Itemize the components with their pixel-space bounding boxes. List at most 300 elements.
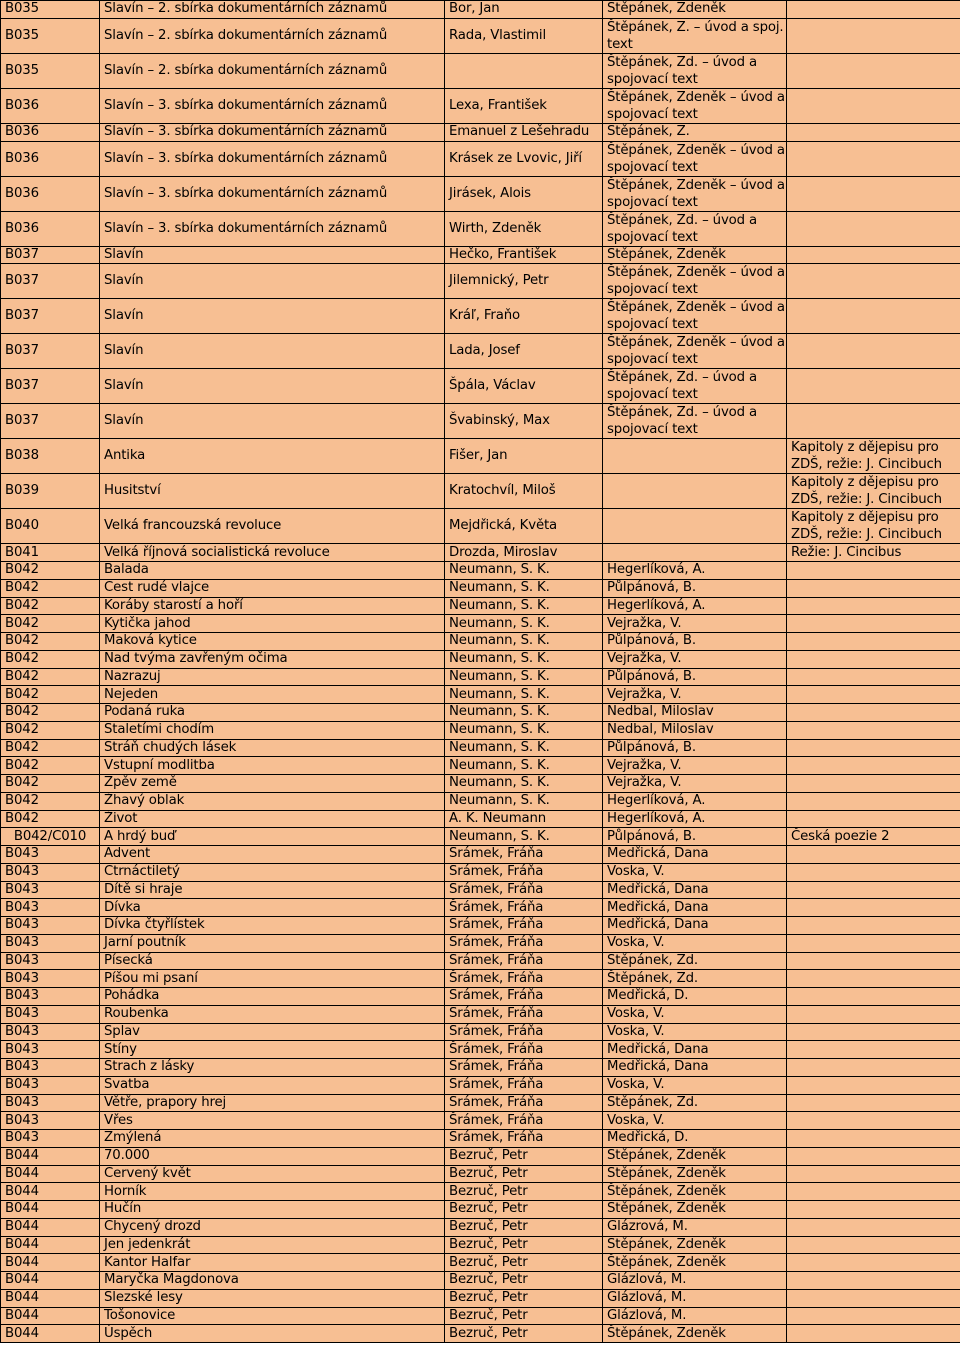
record-performer: Medřická, D.	[603, 988, 787, 1006]
table-row	[1, 123, 960, 141]
table-row	[1, 88, 960, 123]
table-row	[1, 334, 960, 369]
record-author: Emanuel z Lešehradu	[445, 123, 603, 141]
record-performer: Vejražka, V.	[603, 775, 787, 793]
record-author: Šrámek, Fráňa	[445, 934, 603, 952]
table-row	[1, 1059, 960, 1077]
record-note	[787, 846, 960, 864]
record-performer: Půlpánová, B.	[603, 579, 787, 597]
record-title: Slavín – 3. sbírka dokumentárních záznamů	[100, 88, 445, 123]
record-note	[787, 934, 960, 952]
table-row	[1, 562, 960, 580]
record-note	[787, 404, 960, 439]
table-row	[1, 579, 960, 597]
record-performer: Vejražka, V.	[603, 686, 787, 704]
record-title: Žhavý oblak	[100, 792, 445, 810]
record-author: Bor, Jan	[445, 1, 603, 19]
table-row	[1, 846, 960, 864]
record-author	[445, 53, 603, 88]
table-row	[1, 18, 960, 53]
record-performer: Voska, V.	[603, 1076, 787, 1094]
record-title: Hučín	[100, 1201, 445, 1219]
record-title: Slavín	[100, 246, 445, 264]
record-code: B037	[1, 299, 100, 334]
record-note	[787, 1, 960, 19]
record-author: Rada, Vlastimil	[445, 18, 603, 53]
record-code: B036	[1, 211, 100, 246]
table-row	[1, 597, 960, 615]
record-code: B037	[1, 369, 100, 404]
record-note	[787, 1183, 960, 1201]
record-note	[787, 1005, 960, 1023]
record-code: B043	[1, 1094, 100, 1112]
record-author: Bezruč, Petr	[445, 1236, 603, 1254]
record-note	[787, 597, 960, 615]
record-note	[787, 264, 960, 299]
record-note	[787, 615, 960, 633]
table-row	[1, 474, 960, 509]
record-title: Vstupní modlitba	[100, 757, 445, 775]
record-performer: Štěpánek, Zd. – úvod a spojovací text	[603, 211, 787, 246]
record-performer: Půlpánová, B.	[603, 668, 787, 686]
record-author: A. K. Neumann	[445, 810, 603, 828]
table-row	[1, 810, 960, 828]
record-code: B044	[1, 1147, 100, 1165]
record-author: Bezruč, Petr	[445, 1289, 603, 1307]
table-row	[1, 899, 960, 917]
record-author: Neumann, S. K.	[445, 739, 603, 757]
record-performer: Vejražka, V.	[603, 757, 787, 775]
table-row	[1, 633, 960, 651]
record-author: Neumann, S. K.	[445, 633, 603, 651]
record-title: Velká říjnová socialistická revoluce	[100, 544, 445, 562]
record-note	[787, 970, 960, 988]
table-row	[1, 952, 960, 970]
record-title: Kytička jahod	[100, 615, 445, 633]
record-author: Neumann, S. K.	[445, 721, 603, 739]
record-code: B037	[1, 404, 100, 439]
record-code: B044	[1, 1218, 100, 1236]
record-title: Slavín – 3. sbírka dokumentárních záznamů	[100, 123, 445, 141]
record-code: B041	[1, 544, 100, 562]
record-title: Slavín	[100, 334, 445, 369]
record-title: Zpěv země	[100, 775, 445, 793]
record-title: Slavín – 2. sbírka dokumentárních záznamů	[100, 53, 445, 88]
table-row	[1, 775, 960, 793]
record-author: Bezruč, Petr	[445, 1254, 603, 1272]
record-code: B043	[1, 988, 100, 1006]
record-code: B042/C010	[1, 828, 100, 846]
record-note	[787, 299, 960, 334]
record-note	[787, 757, 960, 775]
record-code: B038	[1, 439, 100, 474]
record-code: B036	[1, 176, 100, 211]
record-performer: Štěpánek, Zdeněk – úvod a spojovací text	[603, 299, 787, 334]
record-author: Šrámek, Fráňa	[445, 846, 603, 864]
record-author: Šrámek, Fráňa	[445, 952, 603, 970]
table-row	[1, 509, 960, 544]
record-title: Dívka čtyřlístek	[100, 917, 445, 935]
record-performer: Štěpánek, Zd. – úvod a spojovací text	[603, 53, 787, 88]
table-row	[1, 1112, 960, 1130]
table-row	[1, 1183, 960, 1201]
table-row	[1, 739, 960, 757]
record-code: B043	[1, 970, 100, 988]
record-author: Hečko, František	[445, 246, 603, 264]
record-code: B042	[1, 562, 100, 580]
record-author: Šrámek, Fráňa	[445, 1094, 603, 1112]
record-performer: Štěpánek, Zdeněk – úvod a spojovací text	[603, 176, 787, 211]
record-note	[787, 88, 960, 123]
record-performer: Štěpánek, Zdeněk – úvod a spojovací text	[603, 141, 787, 176]
record-title: Nad tvýma zavřeným očima	[100, 650, 445, 668]
record-title: Slavín	[100, 404, 445, 439]
record-note	[787, 1289, 960, 1307]
record-performer: Nedbal, Miloslav	[603, 721, 787, 739]
record-title: Strach z lásky	[100, 1059, 445, 1077]
table-row	[1, 934, 960, 952]
record-code: B039	[1, 474, 100, 509]
record-author: Šrámek, Fráňa	[445, 899, 603, 917]
table-row	[1, 615, 960, 633]
record-title: Stráň chudých lásek	[100, 739, 445, 757]
record-author: Šrámek, Fráňa	[445, 1059, 603, 1077]
record-performer: Voska, V.	[603, 863, 787, 881]
table-row	[1, 544, 960, 562]
table-row	[1, 721, 960, 739]
record-code: B043	[1, 952, 100, 970]
record-title: A hrdý buď	[100, 828, 445, 846]
record-title: Husitství	[100, 474, 445, 509]
record-title: Slavín – 2. sbírka dokumentárních záznamů	[100, 1, 445, 19]
record-author: Šrámek, Fráňa	[445, 863, 603, 881]
record-author: Lexa, František	[445, 88, 603, 123]
record-note	[787, 211, 960, 246]
record-note	[787, 1325, 960, 1343]
record-performer: Nedbal, Miloslav	[603, 704, 787, 722]
record-author: Neumann, S. K.	[445, 792, 603, 810]
table-row	[1, 1165, 960, 1183]
record-author: Bezruč, Petr	[445, 1165, 603, 1183]
table-row	[1, 1094, 960, 1112]
record-title: Slavín	[100, 299, 445, 334]
catalog-body	[1, 1, 960, 1343]
record-title: Roubenka	[100, 1005, 445, 1023]
table-row	[1, 369, 960, 404]
record-title: 70.000	[100, 1147, 445, 1165]
record-author: Špála, Václav	[445, 369, 603, 404]
record-note	[787, 721, 960, 739]
record-code: B043	[1, 846, 100, 864]
record-performer: Štěpánek, Zd.	[603, 970, 787, 988]
record-performer: Štěpánek, Zd.	[603, 1094, 787, 1112]
record-title: Čest rudé vlajce	[100, 579, 445, 597]
table-row	[1, 650, 960, 668]
record-note	[787, 899, 960, 917]
record-note	[787, 176, 960, 211]
record-performer: Hegerlíková, A.	[603, 810, 787, 828]
record-code: B042	[1, 757, 100, 775]
record-note	[787, 1130, 960, 1148]
record-performer	[603, 474, 787, 509]
record-title: Dítě si hraje	[100, 881, 445, 899]
record-author: Neumann, S. K.	[445, 615, 603, 633]
record-performer: Voska, V.	[603, 1023, 787, 1041]
record-author: Fišer, Jan	[445, 439, 603, 474]
record-author: Šrámek, Fráňa	[445, 1023, 603, 1041]
record-title: Jen jedenkrát	[100, 1236, 445, 1254]
record-performer	[603, 439, 787, 474]
record-title: Čtrnáctiletý	[100, 863, 445, 881]
record-note	[787, 881, 960, 899]
record-performer: Voska, V.	[603, 1005, 787, 1023]
record-author: Bezruč, Petr	[445, 1325, 603, 1343]
record-performer: Medřická, Dana	[603, 1041, 787, 1059]
record-performer: Štěpánek, Z.	[603, 123, 787, 141]
record-code: B035	[1, 18, 100, 53]
record-author: Šrámek, Fráňa	[445, 970, 603, 988]
record-performer: Štěpánek, Zdeněk	[603, 1165, 787, 1183]
record-performer: Půlpánová, B.	[603, 739, 787, 757]
record-note: Kapitoly z dějepisu pro ZDŠ, režie: J. Cincibuch	[787, 509, 960, 544]
record-code: B043	[1, 899, 100, 917]
table-row	[1, 211, 960, 246]
record-code: B044	[1, 1325, 100, 1343]
record-code: B042	[1, 650, 100, 668]
record-title: Velká francouzská revoluce	[100, 509, 445, 544]
record-title: Koráby starostí a hoří	[100, 597, 445, 615]
record-author: Drozda, Miroslav	[445, 544, 603, 562]
record-author: Neumann, S. K.	[445, 650, 603, 668]
table-row	[1, 1272, 960, 1290]
record-note	[787, 686, 960, 704]
record-title: Maryčka Magdonova	[100, 1272, 445, 1290]
record-title: Píšou mi psaní	[100, 970, 445, 988]
record-note	[787, 810, 960, 828]
record-title: Advent	[100, 846, 445, 864]
record-note	[787, 123, 960, 141]
record-author: Neumann, S. K.	[445, 704, 603, 722]
table-row	[1, 1307, 960, 1325]
record-code: B042	[1, 633, 100, 651]
record-note	[787, 952, 960, 970]
record-performer: Voska, V.	[603, 1112, 787, 1130]
record-performer: Štěpánek, Zdeněk	[603, 1325, 787, 1343]
record-performer: Medřická, D.	[603, 1130, 787, 1148]
table-row	[1, 299, 960, 334]
record-note	[787, 1236, 960, 1254]
record-title: Slavín – 3. sbírka dokumentárních záznamů	[100, 176, 445, 211]
record-title: Maková kytice	[100, 633, 445, 651]
record-note	[787, 369, 960, 404]
table-row	[1, 757, 960, 775]
record-author: Bezruč, Petr	[445, 1272, 603, 1290]
table-row	[1, 141, 960, 176]
table-row	[1, 828, 960, 846]
table-row	[1, 668, 960, 686]
record-title: Slavín	[100, 264, 445, 299]
record-author: Šrámek, Fráňa	[445, 1076, 603, 1094]
record-title: Dívka	[100, 899, 445, 917]
record-code: B043	[1, 917, 100, 935]
record-title: Horník	[100, 1183, 445, 1201]
record-performer: Medřická, Dana	[603, 1059, 787, 1077]
record-performer: Štěpánek, Zdeněk – úvod a spojovací text	[603, 264, 787, 299]
record-note	[787, 1307, 960, 1325]
record-title: Jarní poutník	[100, 934, 445, 952]
record-title: Slezské lesy	[100, 1289, 445, 1307]
record-author: Šrámek, Fráňa	[445, 1112, 603, 1130]
record-note	[787, 1094, 960, 1112]
record-code: B043	[1, 1005, 100, 1023]
record-performer: Půlpánová, B.	[603, 828, 787, 846]
record-code: B044	[1, 1183, 100, 1201]
record-note	[787, 1272, 960, 1290]
record-title: Slavín – 2. sbírka dokumentárních záznamů	[100, 18, 445, 53]
record-note	[787, 334, 960, 369]
record-code: B044	[1, 1272, 100, 1290]
record-author: Bezruč, Petr	[445, 1201, 603, 1219]
record-note	[787, 1254, 960, 1272]
record-note	[787, 141, 960, 176]
record-code: B036	[1, 141, 100, 176]
record-author: Šrámek, Fráňa	[445, 1041, 603, 1059]
table-row	[1, 1023, 960, 1041]
table-row	[1, 863, 960, 881]
record-performer: Půlpánová, B.	[603, 633, 787, 651]
table-row	[1, 1236, 960, 1254]
record-note	[787, 1201, 960, 1219]
record-note	[787, 53, 960, 88]
record-author: Wirth, Zdeněk	[445, 211, 603, 246]
record-title: Život	[100, 810, 445, 828]
record-title: Pohádka	[100, 988, 445, 1006]
record-author: Neumann, S. K.	[445, 828, 603, 846]
record-note	[787, 1165, 960, 1183]
record-note	[787, 775, 960, 793]
record-author: Bezruč, Petr	[445, 1218, 603, 1236]
table-row	[1, 1289, 960, 1307]
table-row	[1, 1254, 960, 1272]
record-performer: Medřická, Dana	[603, 899, 787, 917]
record-note	[787, 1041, 960, 1059]
record-code: B037	[1, 246, 100, 264]
table-row	[1, 881, 960, 899]
record-title: Slavín	[100, 369, 445, 404]
record-author: Šrámek, Fráňa	[445, 881, 603, 899]
record-performer: Hegerlíková, A.	[603, 562, 787, 580]
record-title: Větře, prapory hrej	[100, 1094, 445, 1112]
record-note	[787, 668, 960, 686]
record-author: Mejdřická, Květa	[445, 509, 603, 544]
record-code: B044	[1, 1289, 100, 1307]
record-note	[787, 988, 960, 1006]
record-author: Šrámek, Fráňa	[445, 917, 603, 935]
record-note	[787, 1076, 960, 1094]
record-author: Neumann, S. K.	[445, 757, 603, 775]
record-note	[787, 18, 960, 53]
table-row	[1, 176, 960, 211]
record-author: Kráľ, Fraňo	[445, 299, 603, 334]
table-row	[1, 988, 960, 1006]
record-code: B044	[1, 1254, 100, 1272]
record-title: Písecká	[100, 952, 445, 970]
record-performer: Hegerlíková, A.	[603, 597, 787, 615]
record-performer: Glázlová, M.	[603, 1272, 787, 1290]
record-title: Staletími chodím	[100, 721, 445, 739]
record-performer: Štěpánek, Zdeněk	[603, 1201, 787, 1219]
record-author: Bezruč, Petr	[445, 1307, 603, 1325]
record-note	[787, 1147, 960, 1165]
record-author: Kratochvíl, Miloš	[445, 474, 603, 509]
table-row	[1, 1041, 960, 1059]
record-author: Lada, Josef	[445, 334, 603, 369]
record-performer: Štěpánek, Zdeněk	[603, 1183, 787, 1201]
record-code: B042	[1, 668, 100, 686]
record-performer: Vejražka, V.	[603, 650, 787, 668]
table-row	[1, 1218, 960, 1236]
record-performer: Štěpánek, Zdeněk	[603, 1147, 787, 1165]
record-author: Neumann, S. K.	[445, 597, 603, 615]
record-code: B042	[1, 615, 100, 633]
record-performer: Vejražka, V.	[603, 615, 787, 633]
table-row	[1, 1, 960, 19]
record-title: Balada	[100, 562, 445, 580]
record-code: B043	[1, 1059, 100, 1077]
record-code: B042	[1, 810, 100, 828]
record-note	[787, 704, 960, 722]
table-row	[1, 1325, 960, 1343]
record-author: Jilemnický, Petr	[445, 264, 603, 299]
record-author: Neumann, S. K.	[445, 579, 603, 597]
record-code: B043	[1, 934, 100, 952]
record-title: Kantor Halfar	[100, 1254, 445, 1272]
table-row	[1, 704, 960, 722]
record-note: Kapitoly z dějepisu pro ZDŠ, režie: J. Cincibuch	[787, 474, 960, 509]
record-author: Bezruč, Petr	[445, 1183, 603, 1201]
record-code: B043	[1, 1112, 100, 1130]
record-author: Krásek ze Lvovic, Jiří	[445, 141, 603, 176]
record-code: B044	[1, 1236, 100, 1254]
record-note	[787, 1112, 960, 1130]
record-performer: Medřická, Dana	[603, 917, 787, 935]
record-title: Antika	[100, 439, 445, 474]
record-performer: Štěpánek, Zd. – úvod a spojovací text	[603, 369, 787, 404]
record-note	[787, 633, 960, 651]
record-performer: Štěpánek, Zdeněk	[603, 246, 787, 264]
record-performer: Glázrová, M.	[603, 1218, 787, 1236]
record-performer: Štěpánek, Zdeněk – úvod a spojovací text	[603, 334, 787, 369]
record-code: B035	[1, 1, 100, 19]
table-row	[1, 1005, 960, 1023]
table-row	[1, 439, 960, 474]
record-title: Podaná ruka	[100, 704, 445, 722]
record-note	[787, 579, 960, 597]
record-title: Nazrazuj	[100, 668, 445, 686]
record-code: B040	[1, 509, 100, 544]
record-note: Režie: J. Cincibus	[787, 544, 960, 562]
record-title: Červený květ	[100, 1165, 445, 1183]
record-code: B042	[1, 721, 100, 739]
table-row	[1, 1076, 960, 1094]
record-code: B042	[1, 739, 100, 757]
record-performer: Medřická, Dana	[603, 846, 787, 864]
table-row	[1, 1130, 960, 1148]
record-title: Chycený drozd	[100, 1218, 445, 1236]
record-code: B042	[1, 579, 100, 597]
table-row	[1, 1147, 960, 1165]
record-code: B042	[1, 597, 100, 615]
